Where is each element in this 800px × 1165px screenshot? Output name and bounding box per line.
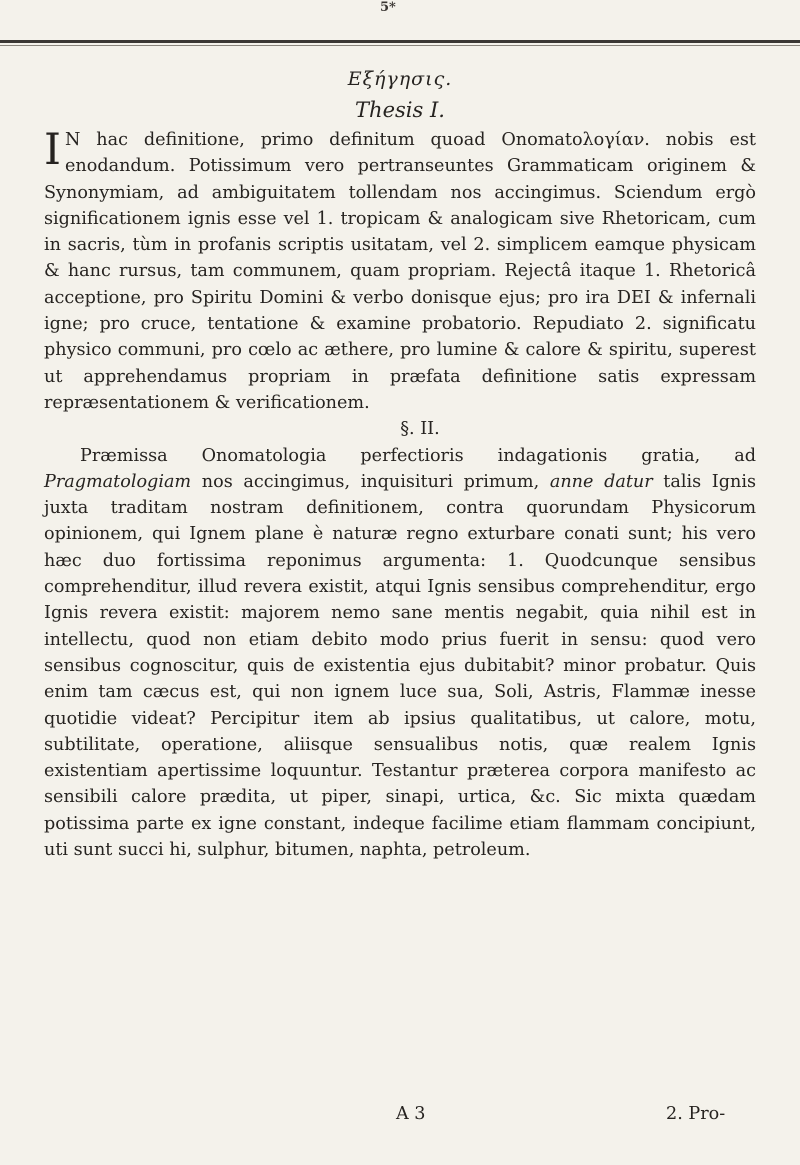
signature-mark: A 3 [396, 1104, 426, 1124]
greek-title: Εξήγησις. [347, 68, 453, 90]
anne-datur-term: anne datur [549, 471, 653, 492]
thesis-heading: Thesis I. [355, 98, 445, 122]
header-rule [0, 40, 800, 43]
paragraph-2-intro: Præmissa Onomatologia perfectioris indagationis gratia, ad [80, 445, 756, 466]
paragraph-2-mid: nos accingimus, inquisituri primum, [191, 471, 550, 492]
header-rule-thin [0, 45, 800, 46]
page-number: 5* [380, 0, 396, 15]
paragraph-2 [44, 443, 756, 864]
paragraph-1-text: N hac definitione, primo definitum quoad Onomatoλογίαν. nobis est enodandum. Potissimum vero pertranseuntes Grammaticam originem & Synonymiam, ad ambiguitatem tollendam nos accingimus. Sciendum ergò significationem ignis esse vel 1. tropicam & analogicam sive Rhetoricam, cum in sacris, tùm in profanis scriptis usitatam, vel 2. simplicem eamque physicam & hanc rursus, tam communem, quam propriam. Rejectâ itaque 1. Rhetoricâ acceptione, pro Spiritu Domini & verbo donisque ejus; pro ira DEI & infernali igne; pro cruce, tentatione & examine probatorio. Repudiato 2. significatu physico communi, pro cœlo ac æthere, pro lumine & calore & spiritu, superest ut apprehendamus propriam in præfata definitione satis expressam repræsentationem & verificationem. [44, 130, 756, 413]
paragraph-1 [44, 127, 756, 416]
section-heading: §. II. [400, 419, 440, 440]
catchword: 2. Pro- [666, 1104, 726, 1124]
pragmatologiam-term: Pragmatologiam [44, 471, 192, 492]
page-footer [0, 1104, 800, 1134]
paragraph-2-rest: talis Ignis juxta traditam nostram definitionem, contra quorundam Physicorum opinionem, qui Ignem plane è naturæ regno exturbare conati sunt; his vero hæc duo fortissima reponimus argumenta: 1. Quodcunque sensibus comprehenditur, illud revera existit, atqui Ignis sensibus comprehenditur, ergo Ignis revera existit: majorem nemo sane mentis negabit, quia nihil est in intellectu, quod non etiam debito modo prius fuerit in sensu: quod vero sensibus cognoscitur, quis de existentia ejus dubitabit? minor probatur. Quis enim tam cæcus est, qui non ignem luce sua, Soli, Astris, Flammæ inesse quotidie videat? Percipitur item ab ipsius qualitatibus, ut calore, motu, subtilitate, operatione, aliisque sensualibus notis, quæ realem Ignis existentiam apertissime loquuntur. Testantur præterea corpora manifesto ac sensibili calore prædita, ut piper, sinapi, urtica, &c. Sic mixta quædam potissima parte ex igne constant, indeque facilime etiam flammam concipiunt, uti sunt succi hi, sulphur, bitumen, naphta, petroleum. [44, 471, 756, 861]
body-text [44, 127, 756, 863]
drop-cap: I [44, 125, 61, 175]
